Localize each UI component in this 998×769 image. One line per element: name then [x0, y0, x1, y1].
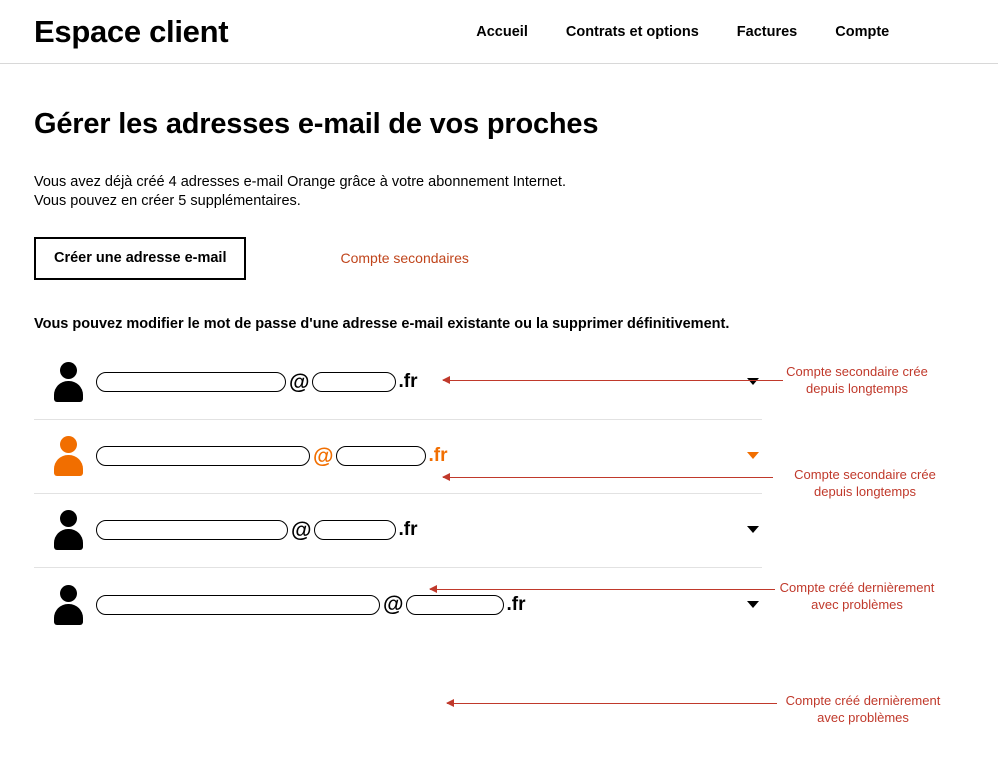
- main-navigation: [476, 24, 889, 40]
- email-domain-input[interactable]: [336, 446, 426, 466]
- at-symbol: @: [313, 444, 334, 468]
- email-domain-input[interactable]: [312, 372, 396, 392]
- email-tld-label: .fr: [398, 371, 418, 392]
- brand-title: Espace client: [34, 13, 229, 49]
- annotation-arrow-1: [443, 380, 783, 381]
- annotation-4-line-1: Compte créé dernièrement: [785, 693, 941, 708]
- create-email-address-button[interactable]: Créer une adresse e-mail: [34, 237, 246, 280]
- annotation-2-line-1: Compte secondaire crée: [794, 467, 936, 482]
- email-tld-label: .fr: [428, 445, 448, 466]
- person-icon: [52, 362, 86, 402]
- table-row[interactable]: [34, 346, 762, 420]
- annotation-3: [757, 579, 957, 613]
- intro-text: [34, 173, 998, 211]
- email-address-group: [96, 445, 447, 467]
- email-local-part-input[interactable]: [96, 520, 288, 540]
- annotation-1-line-2: depuis longtemps: [806, 381, 908, 396]
- action-row: [34, 237, 998, 280]
- page-title: Gérer les adresses e-mail de vos proches: [34, 108, 599, 140]
- annotation-2-line-2: depuis longtemps: [814, 484, 916, 499]
- nav-item-contrats-et-options[interactable]: Contrats et options: [565, 23, 699, 40]
- annotation-arrow-4: [447, 703, 777, 704]
- email-local-part-input[interactable]: [96, 446, 310, 466]
- email-domain-input[interactable]: [406, 595, 504, 615]
- annotation-1: [757, 363, 957, 397]
- email-domain-input[interactable]: [314, 520, 396, 540]
- at-symbol: @: [291, 518, 312, 542]
- annotation-4: [763, 692, 963, 726]
- person-icon: [52, 436, 86, 476]
- table-row[interactable]: [34, 420, 762, 494]
- annotation-2: [765, 466, 965, 500]
- site-header: [0, 0, 998, 64]
- intro-line-2: Vous pouvez en créer 5 supplémentaires.: [34, 193, 301, 209]
- email-local-part-input[interactable]: [96, 595, 380, 615]
- email-tld-label: .fr: [506, 593, 526, 615]
- annotation-1-line-1: Compte secondaire crée: [786, 364, 928, 379]
- email-address-group: [96, 519, 417, 541]
- table-row[interactable]: [34, 568, 762, 642]
- at-symbol: @: [383, 593, 404, 616]
- nav-item-factures[interactable]: Factures: [736, 23, 798, 40]
- annotation-arrow-2: [443, 477, 773, 478]
- nav-item-accueil[interactable]: Accueil: [476, 23, 528, 40]
- annotation-3-line-2: avec problèmes: [811, 597, 903, 612]
- person-icon: [52, 585, 86, 625]
- table-row[interactable]: [34, 494, 762, 568]
- annotation-3-line-1: Compte créé dernièrement: [779, 580, 935, 595]
- person-icon: [52, 510, 86, 550]
- nav-item-compte[interactable]: Compte: [835, 23, 890, 40]
- annotation-arrow-3: [430, 589, 775, 590]
- secondary-accounts-annotation: Compte secondaires: [340, 250, 469, 267]
- at-symbol: @: [289, 370, 310, 394]
- email-address-group: [96, 371, 417, 393]
- account-list: [34, 346, 762, 642]
- intro-line-1: Vous avez déjà créé 4 adresses e-mail Orange grâce à votre abonnement Internet.: [34, 174, 566, 190]
- chevron-down-icon[interactable]: [744, 521, 762, 539]
- chevron-down-icon[interactable]: [744, 447, 762, 465]
- section-note: Vous pouvez modifier le mot de passe d'une adresse e-mail existante ou la supprimer définitivement.: [34, 315, 730, 332]
- email-local-part-input[interactable]: [96, 372, 286, 392]
- email-tld-label: .fr: [398, 519, 418, 540]
- annotation-4-line-2: avec problèmes: [817, 710, 909, 725]
- email-address-group: [96, 594, 525, 616]
